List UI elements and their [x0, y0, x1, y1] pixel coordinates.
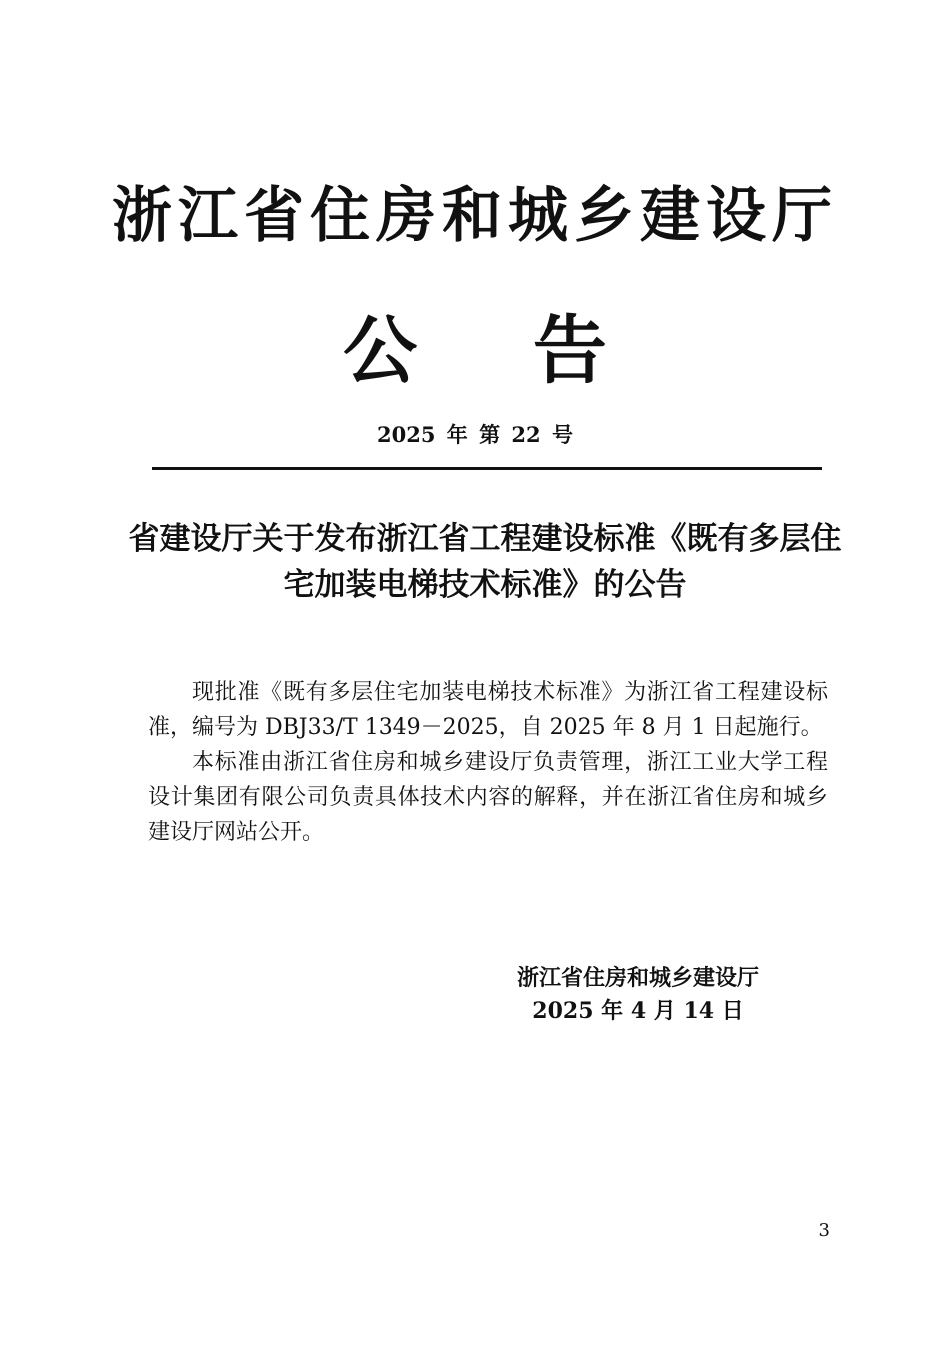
agency-title: 浙江省住房和城乡建设厅 [112, 181, 838, 251]
issue-date: 2025 年 4 月 14 日 [532, 998, 744, 1024]
notice-title: 省建设厅关于发布浙江省工程建设标准《既有多层住宅加装电梯技术标准》的公告 [128, 521, 842, 603]
document-type-heading: 公 告 [343, 308, 607, 394]
body-paragraph-1: 现批准《既有多层住宅加装电梯技术标准》为浙江省工程建设标准，编号为 DBJ33/T 1349－2025，自 2025 年 8 月 1 日起施行。 [148, 680, 828, 740]
issuer-name: 浙江省住房和城乡建设厅 [516, 965, 759, 991]
signature-block [488, 962, 788, 1028]
document-number: 2025 年 第 22 号 [377, 422, 573, 447]
body-paragraph-2: 本标准由浙江省住房和城乡建设厅负责管理，浙江工业大学工程设计集团有限公司负责具体技术内容的解释，并在浙江省住房和城乡建设厅网站公开。 [148, 750, 828, 845]
notice-body [148, 675, 828, 850]
header-divider [152, 467, 822, 470]
page-number: 3 [818, 1220, 830, 1241]
